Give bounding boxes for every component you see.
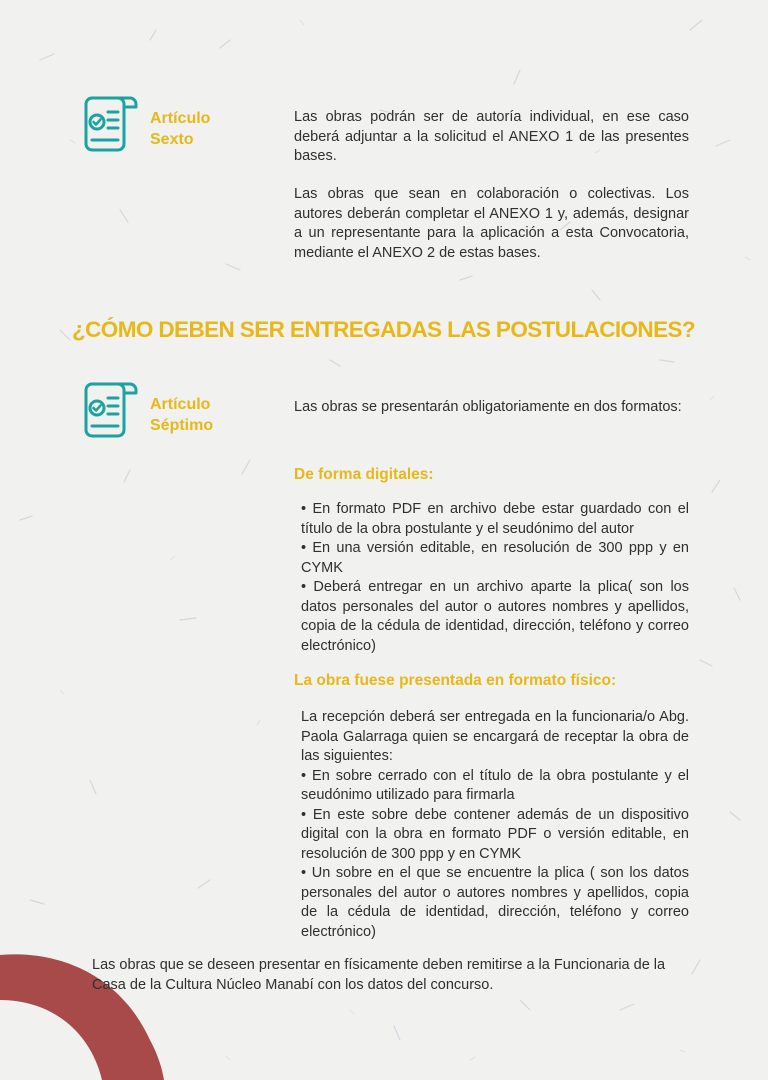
section-heading: ¿CÓMO DEBEN SER ENTREGADAS LAS POSTULACIONES? [72,317,696,342]
list-item: • En sobre cerrado con el título de la obra postulante y el seudónimo utilizado para firmarla [301,767,689,803]
article-label-line1: Artículo [150,110,211,127]
list-item: • En este sobre debe contener además de un dispositivo digital con la obra en formato PDF o versión editable, en resolución de 300 ppp y en CYMK [301,806,689,862]
list-item: • En formato PDF en archivo debe estar guardado con el título de la obra postulante y el seudónimo del autor [301,501,689,537]
article-label [150,394,213,436]
article-label-line2: Séptimo [150,417,214,434]
scroll-checkmark-icon [78,378,140,445]
article-label-line2: Sexto [150,131,194,148]
article-paragraph: Las obras que sean en colaboración o colectivas. Los autores deberán completar el ANEXO 1 y, además, designar a un representante para la aplicación a esta Convocatoria, mediante el ANEXO 2 de estas bases. [294,186,689,261]
closing-note: Las obras que se deseen presentar en físicamente deben remitirse a la Funcionaria de la Casa de la Cultura Núcleo Manabí con los datos del concurso. [92,957,666,993]
digital-format-title: De forma digitales: [294,466,434,483]
digital-format-list [301,500,689,656]
physical-format-list [301,708,689,942]
article-label [150,108,210,150]
list-item: • Deberá entregar en un archivo aparte la plica( son los datos personales del autor o autores nombres y apellidos, copia de la cédula de identidad, dirección, teléfono y correo electrónico) [301,579,689,654]
article-paragraph: Las obras se presentarán obligatoriamente en dos formatos: [294,399,682,415]
physical-format-title: La obra fuese presentada en formato físico: [294,672,617,689]
list-item: • En una versión editable, en resolución de 300 ppp y en CYMK [301,540,689,576]
scroll-checkmark-icon [78,92,140,159]
list-item: • Un sobre en el que se encuentre la plica ( son los datos personales del autor o autores nombres y apellidos, copia de la cédula de identidad, dirección, teléfono y correo electrónico) [301,865,689,940]
article-label-line1: Artículo [150,396,211,413]
physical-intro: La recepción deberá ser entregada en la funcionaria/o Abg. Paola Galarraga quien se encargará de receptar la obra de las siguientes: [301,709,689,764]
article-paragraph: Las obras podrán ser de autoría individual, en ese caso deberá adjuntar a la solicitud el ANEXO 1 de las presentes bases. [294,109,689,164]
